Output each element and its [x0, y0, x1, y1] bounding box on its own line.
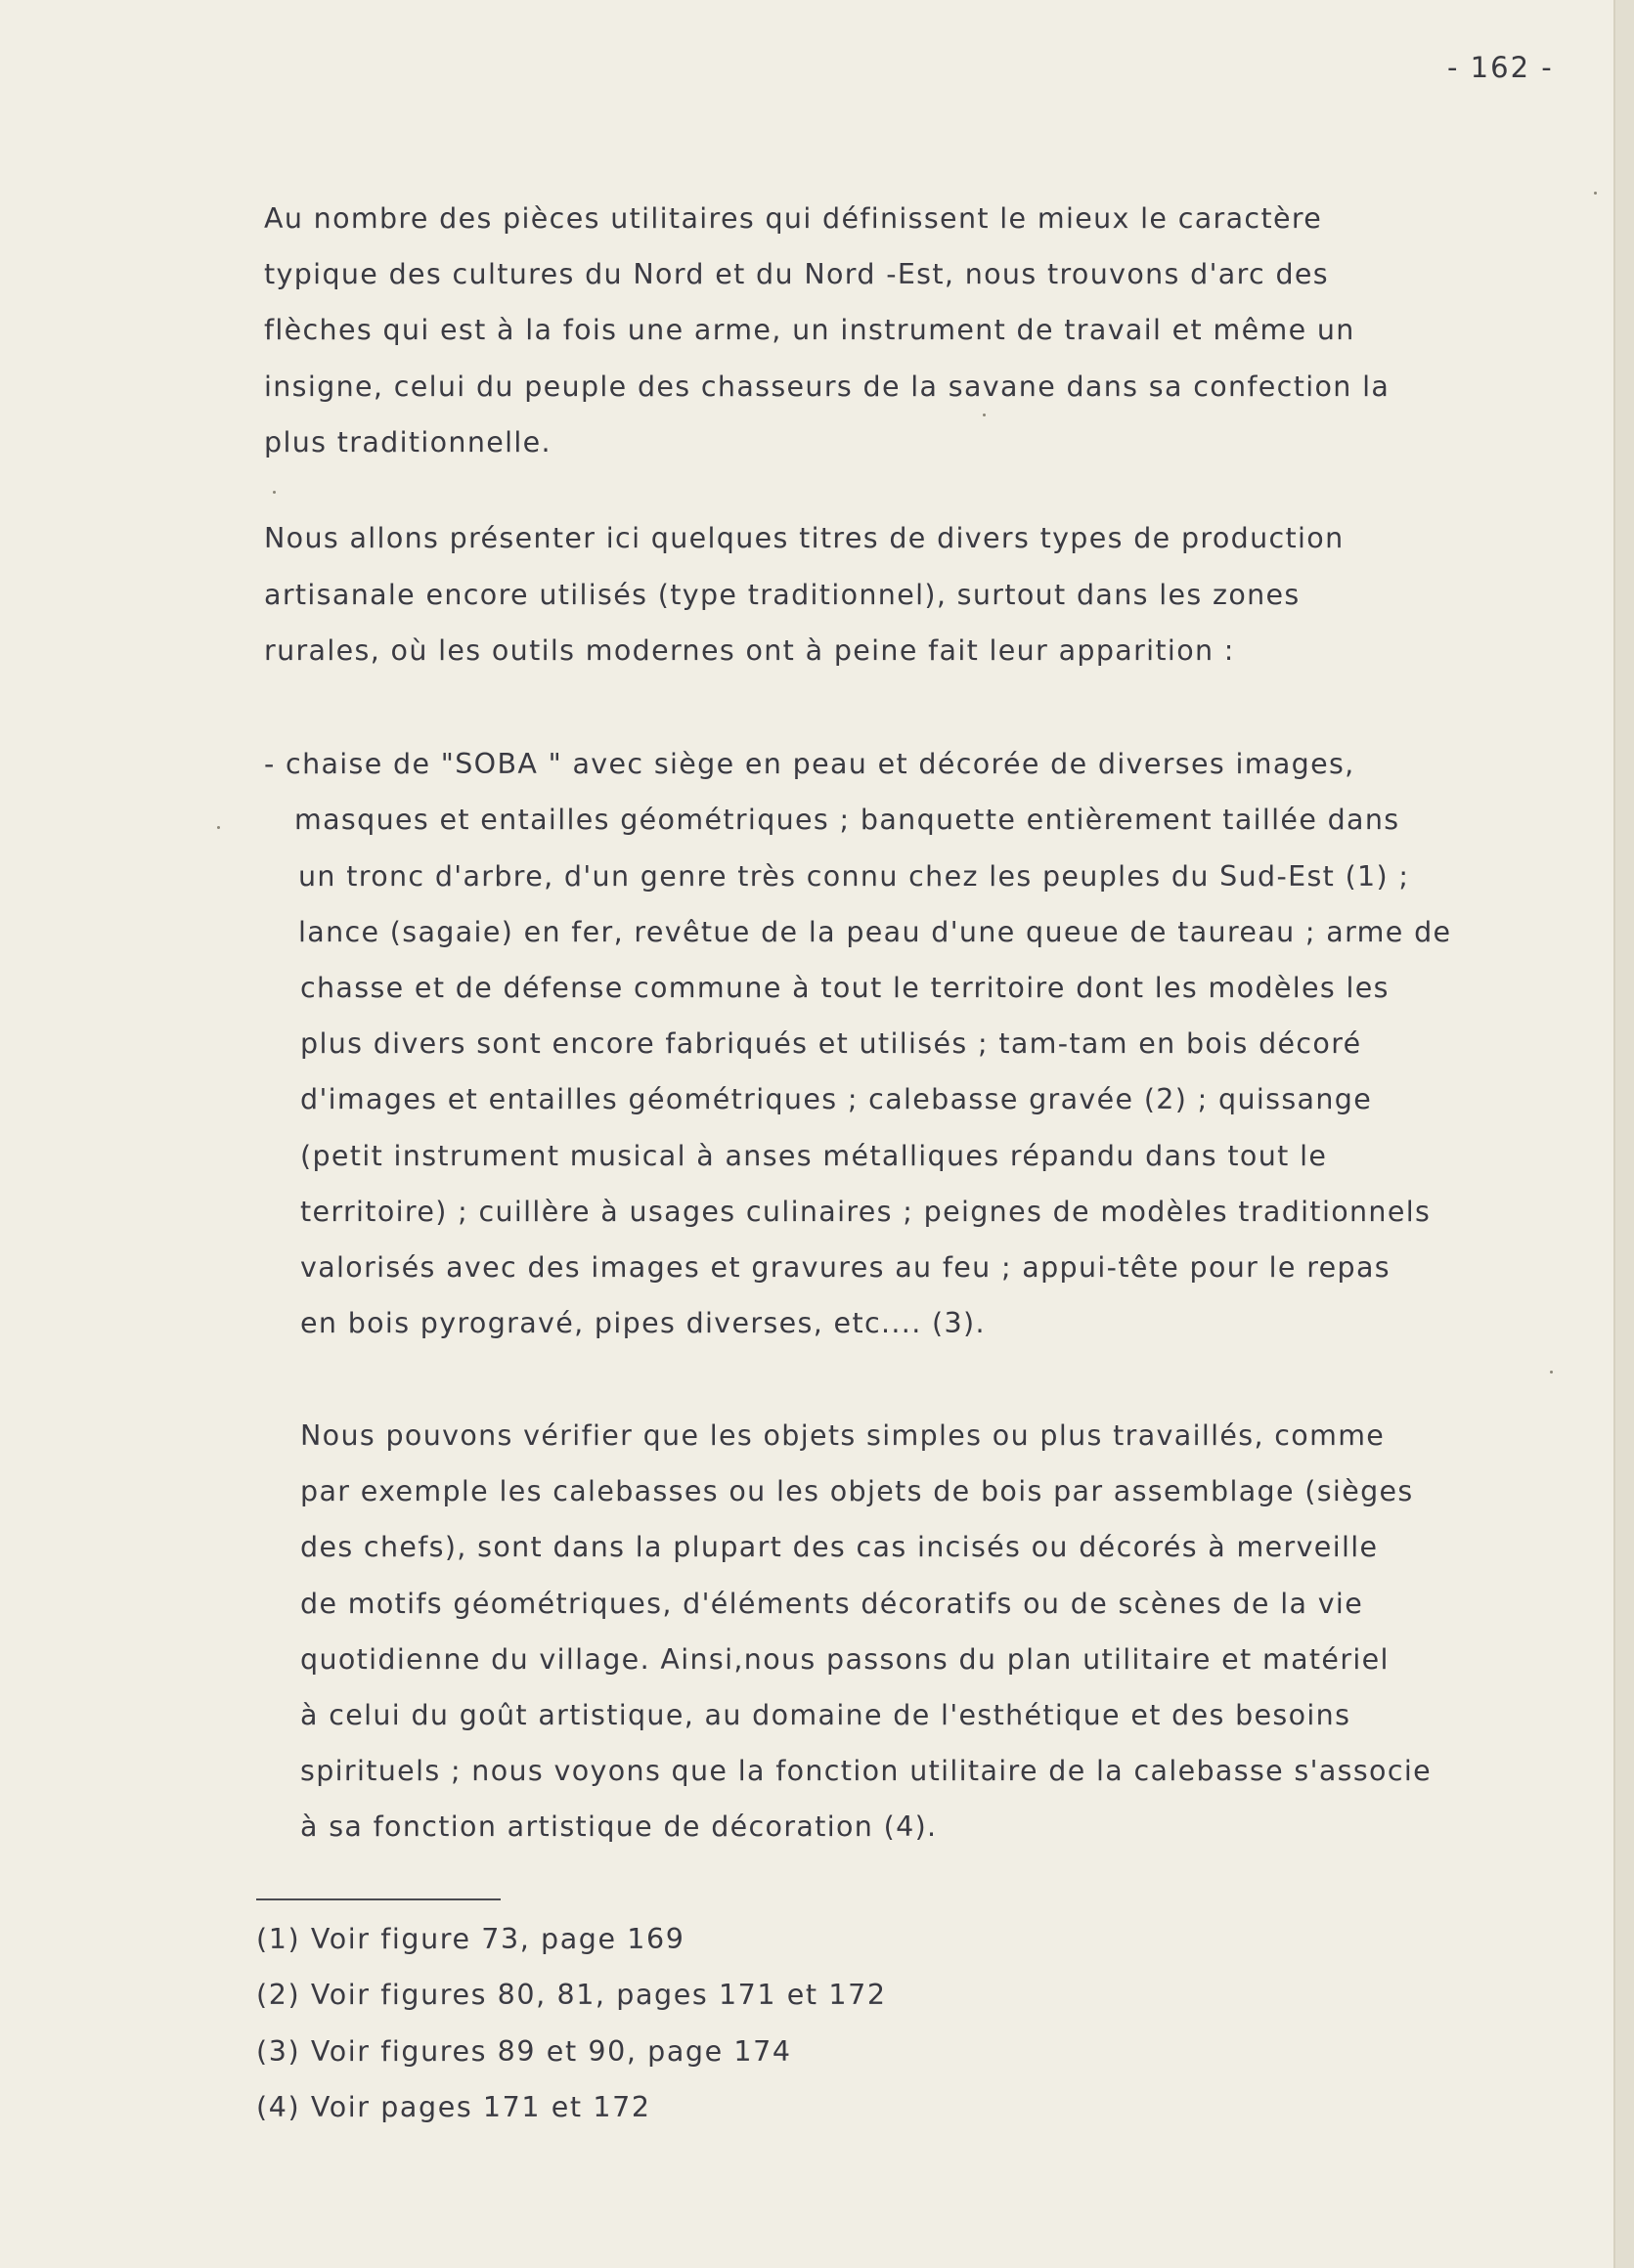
text-line: insigne, celui du peuple des chasseurs de la savane dans sa confection la	[264, 371, 1391, 403]
text-line: par exemple les calebasses ou les objets de bois par assemblage (sièges	[300, 1475, 1414, 1507]
text-line: valorisés avec des images et gravures au feu ; appui-tête pour le repas	[300, 1251, 1391, 1284]
text-line: territoire) ; cuillère à usages culinaires ; peignes de modèles traditionnels	[300, 1196, 1432, 1228]
text-line: spirituels ; nous voyons que la fonction utilitaire de la calebasse s'associe	[300, 1755, 1432, 1787]
paper-speck	[273, 491, 276, 494]
text-line: rurales, où les outils modernes ont à peine fait leur apparition :	[264, 634, 1235, 667]
text-line: Nous allons présenter ici quelques titres de divers types de production	[264, 522, 1345, 554]
page-edge	[1613, 0, 1634, 2268]
footnote: (3) Voir figures 89 et 90, page 174	[256, 2035, 792, 2068]
footnote: (4) Voir pages 171 et 172	[256, 2091, 651, 2123]
text-line: plus divers sont encore fabriqués et utilisés ; tam-tam en bois décoré	[300, 1027, 1362, 1060]
text-line: typique des cultures du Nord et du Nord -Est, nous trouvons d'arc des	[264, 258, 1329, 290]
text-line: Au nombre des pièces utilitaires qui définissent le mieux le caractère	[264, 202, 1323, 235]
text-line: de motifs géométriques, d'éléments décoratifs ou de scènes de la vie	[300, 1588, 1364, 1620]
text-line: lance (sagaie) en fer, revêtue de la peau d'une queue de taureau ; arme de	[298, 916, 1452, 948]
text-line: un tronc d'arbre, d'un genre très connu chez les peuples du Sud-Est (1) ;	[298, 860, 1410, 893]
text-line: à sa fonction artistique de décoration (4).	[300, 1810, 938, 1843]
text-line: - chaise de "SOBA " avec siège en peau et décorée de diverses images,	[264, 748, 1355, 780]
text-line: en bois pyrogravé, pipes diverses, etc.... (3).	[300, 1307, 986, 1339]
footnote-divider	[256, 1898, 501, 1900]
text-line: des chefs), sont dans la plupart des cas incisés ou décorés à merveille	[300, 1531, 1379, 1563]
page-number: - 162 -	[1447, 51, 1554, 84]
text-line: à celui du goût artistique, au domaine de l'esthétique et des besoins	[300, 1699, 1351, 1731]
paper-speck	[1550, 1371, 1553, 1374]
text-line: quotidienne du village. Ainsi,nous passons du plan utilitaire et matériel	[300, 1643, 1390, 1676]
text-line: d'images et entailles géométriques ; calebasse gravée (2) ; quissange	[300, 1083, 1373, 1115]
paper-speck	[1594, 192, 1597, 195]
footnote: (2) Voir figures 80, 81, pages 171 et 172	[256, 1979, 887, 2011]
footnote: (1) Voir figure 73, page 169	[256, 1923, 685, 1955]
text-line: artisanale encore utilisés (type traditionnel), surtout dans les zones	[264, 579, 1301, 611]
paper-speck	[217, 826, 220, 829]
text-line: (petit instrument musical à anses métalliques répandu dans tout le	[300, 1140, 1328, 1172]
text-line: plus traditionnelle.	[264, 426, 552, 458]
text-line: chasse et de défense commune à tout le territoire dont les modèles les	[300, 972, 1390, 1004]
paper-speck	[983, 414, 986, 416]
text-line: masques et entailles géométriques ; banquette entièrement taillée dans	[294, 804, 1400, 836]
text-line: flèches qui est à la fois une arme, un instrument de travail et même un	[264, 314, 1355, 346]
text-line: Nous pouvons vérifier que les objets simples ou plus travaillés, comme	[300, 1419, 1386, 1452]
